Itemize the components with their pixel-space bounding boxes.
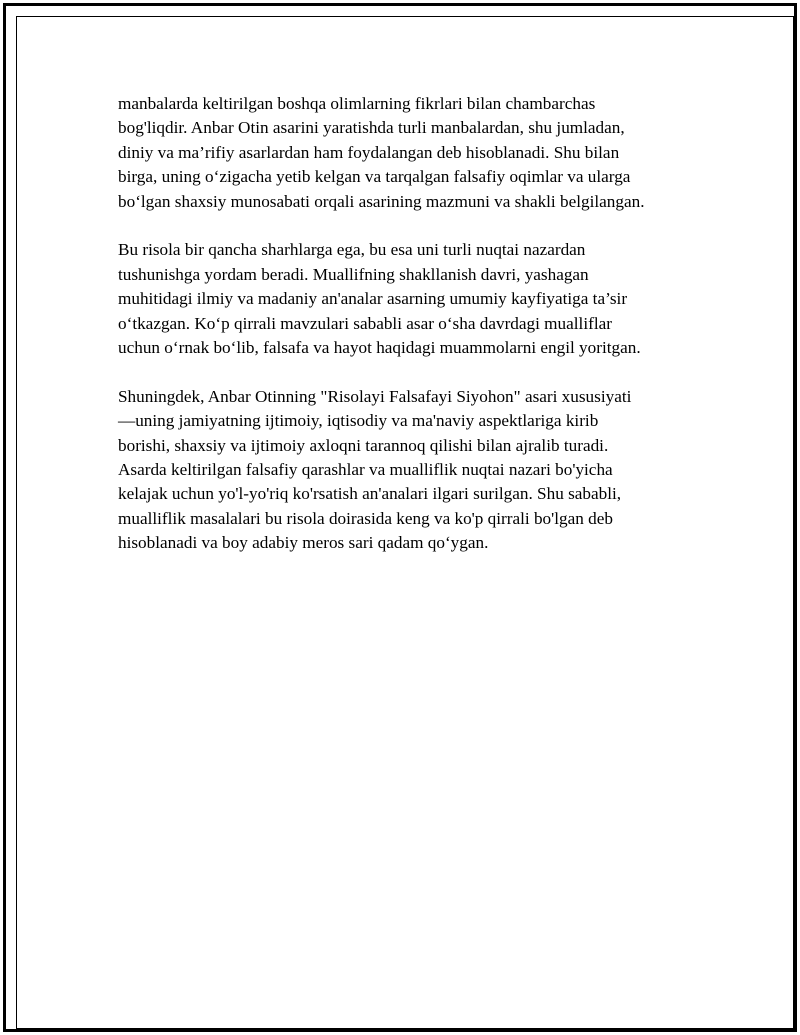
text-line: borishi, shaxsiy va ijtimoiy axloqni tarannoq qilishi bilan ajralib turadi.	[118, 435, 609, 455]
text-line: manbalarda keltirilgan boshqa olimlarning fikrlari bilan chambarchas	[118, 94, 596, 113]
text-line: oʻtkazgan. Koʻp qirrali mavzulari sababli asar oʻsha davrdagi mualliflar	[118, 313, 612, 333]
text-line: hisoblanadi va boy adabiy meros sari qadam qoʻygan.	[118, 533, 489, 553]
text-line: muhitidagi ilmiy va madaniy an'analar asarning umumiy kayfiyatiga ta’sir	[118, 289, 628, 309]
paragraph-3	[118, 385, 708, 556]
text-line: diniy va ma’rifiy asarlardan ham foydalangan deb hisoblanadi. Shu bilan	[118, 142, 620, 162]
text-line: mualliflik masalalari bu risola doirasida keng va ko'p qirrali bo'lgan deb	[118, 508, 613, 528]
text-line: Asarda keltirilgan falsafiy qarashlar va mualliflik nuqtai nazari bo'yicha	[118, 460, 613, 480]
text-line: birga, uning oʻzigacha yetib kelgan va tarqalgan falsafiy oqimlar va ularga	[118, 167, 631, 187]
text-line: tushunishga yordam beradi. Muallifning shakllanish davri, yashagan	[118, 264, 589, 284]
text-line: boʻlgan shaxsiy munosabati orqali asarining mazmuni va shakli belgilangan.	[118, 191, 645, 211]
text-line: Shuningdek, Anbar Otinning "Risolayi Falsafayi Siyohon" asari xususiyati	[118, 386, 632, 406]
text-line: —uning jamiyatning ijtimoiy, iqtisodiy va ma'naviy aspektlariga kirib	[118, 411, 599, 431]
text-line: kelajak uchun yo'l-yo'riq ko'rsatish an'analari ilgari surilgan. Shu sababli,	[118, 484, 622, 504]
document-body	[118, 92, 708, 580]
paragraph-1	[118, 92, 708, 214]
paragraph-2	[118, 238, 708, 360]
text-line: bog'liqdir. Anbar Otin asarini yaratishda turli manbalardan, shu jumladan,	[118, 118, 625, 138]
text-line: Bu risola bir qancha sharhlarga ega, bu esa uni turli nuqtai nazardan	[118, 240, 586, 260]
text-line: uchun oʻrnak boʻlib, falsafa va hayot haqidagi muammolarni engil yoritgan.	[118, 338, 641, 358]
